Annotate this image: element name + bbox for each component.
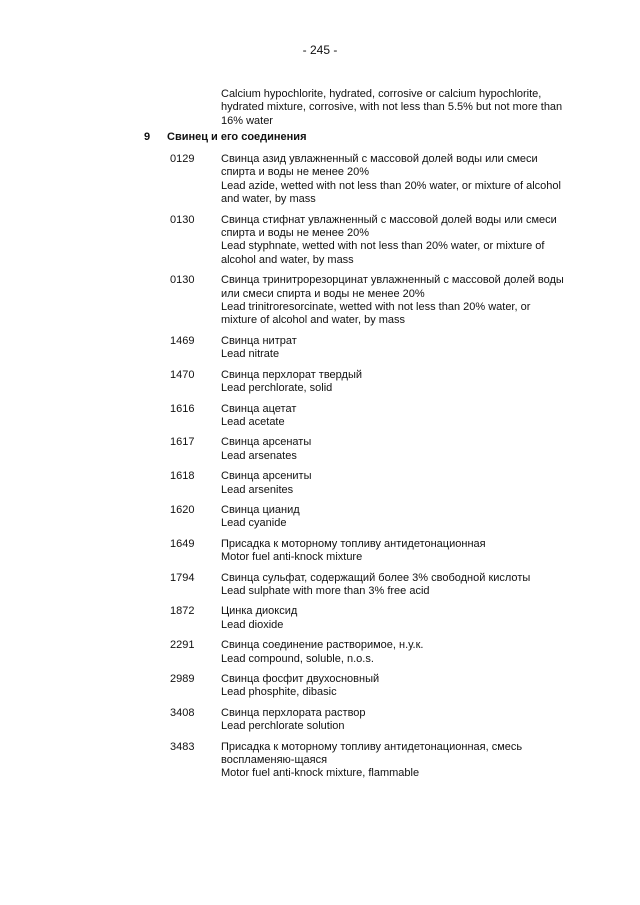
entry-row	[170, 707, 566, 734]
name-russian: Свинца стифнат увлажненный с массовой долей воды или смеси спирта и воды не менее 20%	[221, 213, 557, 240]
name-russian: Свинца цианид	[221, 503, 300, 516]
entry-row	[170, 274, 566, 328]
un-number: 1872	[170, 605, 195, 618]
name-english: Lead perchlorate solution	[221, 720, 345, 733]
entry-row	[170, 369, 566, 396]
name-english: Lead trinitroresorcinate, wetted with not less than 20% water, or mixture of alcohol and water, by mass	[221, 301, 531, 327]
name-english: Motor fuel anti-knock mixture	[221, 551, 363, 564]
name-english: Lead acetate	[221, 415, 285, 428]
page-number: - 245 -	[302, 43, 338, 57]
name-russian: Свинца перхлората раствор	[221, 706, 366, 719]
name-english: Lead phosphite, dibasic	[221, 686, 337, 699]
un-number: 1617	[170, 436, 195, 449]
un-number: 3483	[170, 740, 195, 753]
name-english: Lead sulphate with more than 3% free acid	[221, 584, 430, 597]
entry-row	[170, 504, 566, 531]
name-english: Lead styphnate, wetted with not less than 20% water, or mixture of alcohol and water, by mass	[221, 240, 545, 266]
name-russian: Свинца арсенаты	[221, 436, 312, 449]
un-number: 1470	[170, 368, 195, 381]
un-number: 1794	[170, 571, 195, 584]
section-title: Свинец и его соединения	[167, 131, 307, 143]
name-russian: Присадка к моторному топливу антидетонационная, смесь воспламеняю-щаяся	[221, 740, 523, 767]
name-english: Motor fuel anti-knock mixture, flammable	[221, 767, 420, 780]
entry-row	[170, 741, 566, 781]
un-number: 2291	[170, 639, 195, 652]
name-russian: Свинца сульфат, содержащий более 3% свободной кислоты	[221, 571, 531, 584]
section-heading	[144, 131, 306, 144]
name-russian: Свинца азид увлажненный с массовой долей воды или смеси спирта и воды не менее 20%	[221, 153, 538, 179]
name-russian: Свинца фосфит двухосновный	[221, 673, 380, 685]
name-english: Lead arsenates	[221, 449, 297, 462]
entry-row	[170, 538, 566, 565]
un-number: 3408	[170, 706, 195, 719]
name-english: Lead azide, wetted with not less than 20% water, or mixture of alcohol and water, by mass	[221, 179, 561, 206]
entry-row	[170, 214, 566, 268]
name-russian: Цинка диоксид	[221, 605, 298, 618]
entry-row	[170, 153, 566, 207]
entry-row	[170, 436, 566, 463]
entry-row	[170, 403, 566, 430]
name-russian: Свинца арсениты	[221, 470, 312, 483]
name-english: Lead cyanide	[221, 517, 287, 530]
un-number: 1618	[170, 470, 195, 483]
name-russian: Свинца перхлорат твердый	[221, 368, 363, 381]
name-russian: Свинца соединение растворимое, н.у.к.	[221, 639, 424, 652]
un-number: 0129	[170, 153, 195, 165]
entry-row	[170, 605, 566, 632]
continued-entry-text: Calcium hypochlorite, hydrated, corrosive or calcium hypochlorite, hydrated mixture, corrosive, with not less than 5.5% but not more than 16% water	[221, 88, 563, 127]
name-english: Lead nitrate	[221, 348, 280, 361]
name-russian: Свинца нитрат	[221, 334, 297, 347]
un-number: 0130	[170, 274, 195, 287]
name-russian: Присадка к моторному топливу антидетонационная	[221, 537, 486, 550]
entry-row	[170, 673, 566, 700]
name-russian: Свинца ацетат	[221, 402, 297, 415]
un-number: 2989	[170, 673, 195, 685]
entry-row	[170, 470, 566, 497]
name-russian: Свинца тринитрорезорцинат увлажненный с массовой долей воды или смеси спирта и воды не менее 20%	[221, 274, 564, 300]
name-english: Lead compound, soluble, n.o.s.	[221, 652, 374, 665]
un-number: 0130	[170, 213, 195, 226]
un-number: 1649	[170, 537, 195, 550]
un-number: 1616	[170, 402, 195, 415]
entry-list	[170, 153, 566, 788]
name-english: Lead arsenites	[221, 483, 294, 496]
name-english: Lead dioxide	[221, 618, 284, 631]
un-number: 1620	[170, 503, 195, 516]
un-number: 1469	[170, 334, 195, 347]
entry-row	[170, 572, 566, 599]
section-number: 9	[144, 131, 151, 143]
entry-row	[170, 335, 566, 362]
name-english: Lead perchlorate, solid	[221, 382, 333, 395]
entry-row	[170, 639, 566, 666]
